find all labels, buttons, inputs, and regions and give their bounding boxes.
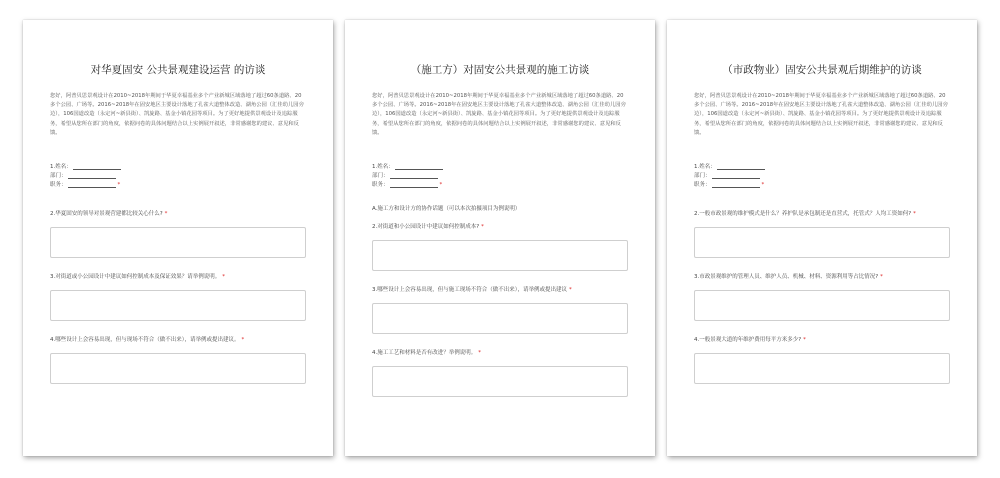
answer-box-2[interactable]: [694, 227, 950, 258]
position-field[interactable]: [68, 181, 116, 188]
position-field[interactable]: [390, 181, 438, 188]
form-intro: 您好，阿普贝思景观设计在2010~2018年期间于华夏幸福基业多个产业新城区域落地了超过60条道路、20多个公园、广场等。2016~2018年在固安地区主要设计落地了孔雀大道整体改造、湖角公园（汇佳幼儿园旁边），106国道改造（永定河~新县街）、凯旋路、基金小镇花园等项目。为了更好地提供景观设计及追踪服务，希望从您所在部门的角度，依据问卷的具体问题结合以上实例展开叙述，非常感谢您的建议、意见和反馈。: [694, 93, 948, 136]
position-field[interactable]: [712, 181, 760, 188]
position-label: 职务：: [50, 182, 67, 188]
question-2: 2.对街道和小公园设计中建议如何控制成本? *: [372, 224, 484, 230]
name-label: 1.姓名：: [694, 164, 716, 170]
department-label: 部门：: [694, 173, 711, 179]
survey-form-2: [345, 20, 655, 456]
section-note: A.施工方和设计方的协作话题（可以本次拍摄项目为例说明）: [372, 206, 521, 212]
form-intro: 您好，阿普贝思景观设计在2010~2018年期间于华夏幸福基业多个产业新城区域落地了超过60条道路、20多个公园、广场等。2016~2018年在固安地区主要设计落地了孔雀大道整体改造、湖角公园（汇佳幼儿园旁边），106国道改造（永定河~新县街）、凯旋路、基金小镇花园等项目。为了更好地提供景观设计及追踪服务，希望从您所在部门的角度，依据问卷的具体问题结合以上实例展开叙述，非常感谢您的建议、意见和反馈。: [50, 93, 304, 136]
form-intro: 您好，阿普贝思景观设计在2010~2018年期间于华夏幸福基业多个产业新城区域落地了超过60条道路、20多个公园、广场等。2016~2018年在固安地区主要设计落地了孔雀大道整体改造、湖角公园（汇佳幼儿园旁边），106国道改造（永定河~新县街）、凯旋路、基金小镇花园等项目。为了更好地提供景观设计及追踪服务，希望从您所在部门的角度，依据问卷的具体问题结合以上实例展开叙述，非常感谢您的建议、意见和反馈。: [372, 93, 626, 136]
respondent-info: [694, 161, 950, 188]
answer-box-4[interactable]: [50, 353, 306, 384]
question-3: 3.对街道或小公园设计中建议如何控制成本及保证效果？请举例说明。 *: [50, 274, 225, 280]
position-label: 职务：: [372, 182, 389, 188]
required-star: *: [439, 182, 443, 188]
answer-box-3[interactable]: [372, 303, 628, 334]
name-label: 1.姓名：: [372, 164, 394, 170]
department-field[interactable]: [712, 172, 760, 179]
name-field[interactable]: [717, 163, 765, 170]
survey-form-1: [23, 20, 333, 456]
required-star: *: [117, 182, 121, 188]
department-field[interactable]: [68, 172, 116, 179]
respondent-info: [372, 161, 628, 188]
question-4: 4.一般景观大道的年维护费用每平方米多少? *: [694, 337, 806, 343]
answer-box-2[interactable]: [50, 227, 306, 258]
question-2: 2.一般市政景观的维护模式是什么？养护队是承包制还是直营式，托管式？人均工资如何? *: [694, 211, 916, 217]
answer-box-4[interactable]: [694, 353, 950, 384]
department-label: 部门：: [50, 173, 67, 179]
answer-box-4[interactable]: [372, 366, 628, 397]
question-3: 3.哪些设计上会容易出现，但与施工现场不符合（做不出来），请举例或提出建议 *: [372, 287, 572, 293]
name-label: 1.姓名：: [50, 164, 72, 170]
survey-form-3: [667, 20, 977, 456]
answer-box-3[interactable]: [50, 290, 306, 321]
name-field[interactable]: [395, 163, 443, 170]
position-label: 职务：: [694, 182, 711, 188]
question-3: 3.市政景观维护的管理人员、维护人员、机械、材料、资源利用等占比情况? *: [694, 274, 883, 280]
name-field[interactable]: [73, 163, 121, 170]
form-title: （市政物业）固安公共景观后期维护的访谈: [722, 64, 922, 76]
department-label: 部门：: [372, 173, 389, 179]
answer-box-3[interactable]: [694, 290, 950, 321]
answer-box-2[interactable]: [372, 240, 628, 271]
required-star: *: [761, 182, 765, 188]
form-title: （施工方）对固安公共景观的施工访谈: [410, 64, 590, 76]
question-4: 4.施工工艺和材料是否有改进？举例说明。 *: [372, 350, 481, 356]
respondent-info: [50, 161, 306, 188]
question-4: 4.哪些设计上会容易出现，但与现场不符合（做不出来），请举例或提出建议。 *: [50, 337, 245, 343]
question-2: 2.华夏固安的领导对景观营建都比较关心什么? *: [50, 211, 168, 217]
form-title: 对华夏固安 公共景观建设运营 的访谈: [90, 64, 266, 76]
department-field[interactable]: [390, 172, 438, 179]
